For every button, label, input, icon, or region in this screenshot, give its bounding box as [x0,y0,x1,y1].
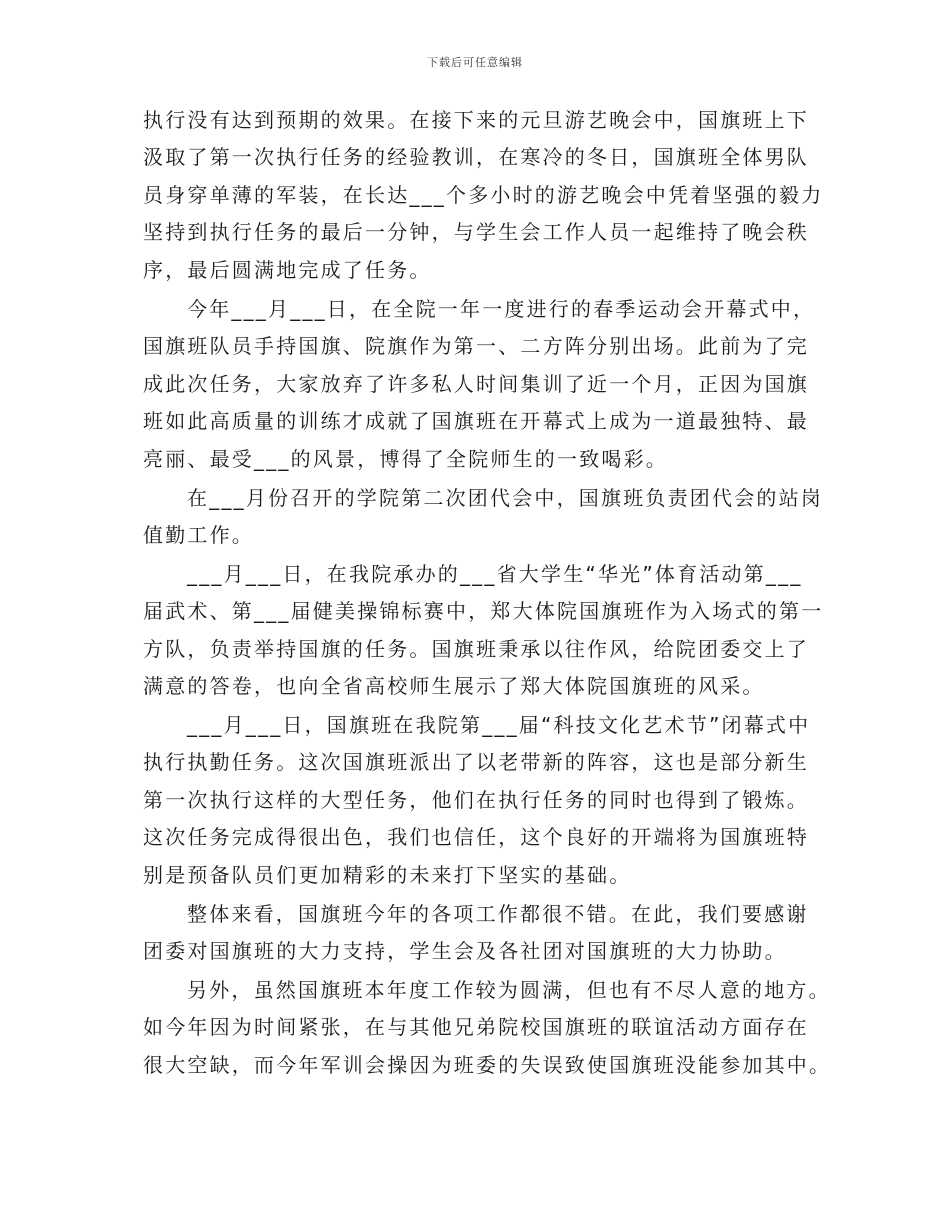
paragraph-line: 整体来看，国旗班今年的各项工作都很不错。在此，我们要感谢 [187,902,809,926]
paragraph-line: 团委对国旗班的大力支持，学生会及各社团对国旗班的大力协助。 [143,939,787,963]
paragraph-line: 执行执勤任务。这次国旗班派出了以老带新的阵容，这也是部分新生 [143,750,809,774]
page-header: 下载后可任意编辑 [427,56,523,69]
paragraph-line: 在___月份召开的学院第二次团代会中，国旗班负责团代会的站岗 [187,486,823,510]
paragraph-line: 序，最后圆满地完成了任务。 [143,258,432,282]
paragraph-line: 执行没有达到预期的效果。在接下来的元旦游艺晚会中，国旗班上下 [143,108,809,132]
paragraph-line: 另外，虽然国旗班本年度工作较为圆满，但也有不尽人意的地方。 [187,978,831,1002]
paragraph-line: ___月___日，国旗班在我院第___届“科技文化艺术节”闭幕式中 [187,713,811,737]
paragraph-line: 汲取了第一次执行任务的经验教训，在寒冷的冬日，国旗班全体男队 [143,145,809,169]
paragraph-line: 这次任务完成得很出色，我们也信任，这个良好的开端将为国旗班特 [143,825,809,849]
paragraph-line: 第一次执行这样的大型任务，他们在执行任务的同时也得到了锻炼。 [143,788,809,812]
paragraph-line: 班如此高质量的训练才成就了国旗班在开幕式上成为一道最独特、最 [143,409,809,433]
paragraph-line: 今年___月___日，在全院一年一度进行的春季运动会开幕式中， [187,297,816,321]
paragraph-line: 别是预备队员们更加精彩的未来打下坚实的基础。 [143,863,632,887]
paragraph-line: 员身穿单薄的军装，在长达___个多小时的游艺晚会中凭着坚强的毅力 [143,183,824,207]
paragraph-line: 如今年因为时间紧张，在与其他兄弟院校国旗班的联谊活动方面存在 [143,1015,809,1039]
paragraph-line: 值勤工作。 [143,523,254,547]
paragraph-line: 届武术、第___届健美操锦标赛中，郑大体院国旗班作为入场式的第一 [143,599,824,623]
paragraph-line: 满意的答卷，也向全省高校师生展示了郑大体院国旗班的风采。 [143,674,765,698]
paragraph-line: 方队，负责举持国旗的任务。国旗班秉承以往作风，给院团委交上了 [143,637,809,661]
paragraph-line: 亮丽、最受___的风景，博得了全院师生的一致喝彩。 [143,447,668,471]
paragraph-line: 很大空缺，而今年军训会操因为班委的失误致使国旗班没能参加其中。 [143,1053,832,1077]
paragraph-line: ___月___日，在我院承办的___省大学生“华光”体育活动第___ [187,562,803,586]
paragraph-line: 成此次任务，大家放弃了许多私人时间集训了近一个月，正因为国旗 [143,372,809,396]
paragraph-line: 坚持到执行任务的最后一分钟，与学生会工作人员一起维持了晚会秩 [143,220,809,244]
paragraph-line: 国旗班队员手持国旗、院旗作为第一、二方阵分别出场。此前为了完 [143,334,809,358]
